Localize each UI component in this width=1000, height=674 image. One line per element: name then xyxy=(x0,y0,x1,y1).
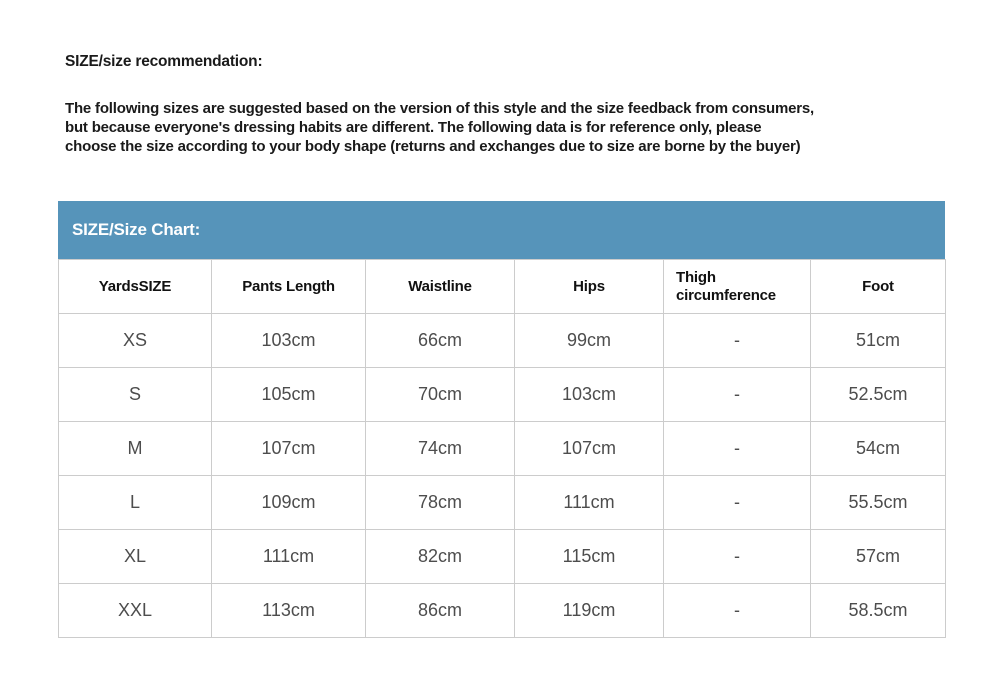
cell-waist: 86cm xyxy=(366,584,515,638)
table-row-xl xyxy=(59,530,946,584)
cell-waist: 70cm xyxy=(366,368,515,422)
cell-size: M xyxy=(59,422,212,476)
table-row-xs xyxy=(59,314,946,368)
cell-thigh: - xyxy=(664,584,811,638)
cell-thigh: - xyxy=(664,476,811,530)
cell-waist: 82cm xyxy=(366,530,515,584)
intro-paragraph xyxy=(65,99,947,156)
cell-foot: 58.5cm xyxy=(811,584,946,638)
cell-foot: 51cm xyxy=(811,314,946,368)
cell-hips: 111cm xyxy=(515,476,664,530)
table-row-s xyxy=(59,368,946,422)
cell-thigh: - xyxy=(664,314,811,368)
cell-waist: 74cm xyxy=(366,422,515,476)
cell-pants: 111cm xyxy=(212,530,366,584)
cell-size: XS xyxy=(59,314,212,368)
intro-paragraph-line-3: choose the size according to your body shape (returns and exchanges due to size are borne by the buyer) xyxy=(65,138,801,155)
size-chart-title-bar: SIZE/Size Chart: xyxy=(58,201,945,259)
cell-pants: 109cm xyxy=(212,476,366,530)
size-table xyxy=(58,259,946,638)
intro-paragraph-line-1: The following sizes are suggested based on the version of this style and the size feedback from consumers, xyxy=(65,100,814,117)
cell-pants: 107cm xyxy=(212,422,366,476)
cell-hips: 115cm xyxy=(515,530,664,584)
cell-thigh: - xyxy=(664,422,811,476)
table-row-m xyxy=(59,422,946,476)
cell-foot: 52.5cm xyxy=(811,368,946,422)
cell-size: L xyxy=(59,476,212,530)
column-header-pants-length: Pants Length xyxy=(212,260,366,314)
cell-hips: 107cm xyxy=(515,422,664,476)
column-header-hips: Hips xyxy=(515,260,664,314)
cell-size: S xyxy=(59,368,212,422)
size-chart-section xyxy=(58,201,945,638)
column-header-foot: Foot xyxy=(811,260,946,314)
cell-hips: 99cm xyxy=(515,314,664,368)
table-row-xxl xyxy=(59,584,946,638)
size-table-header-row xyxy=(59,260,946,314)
cell-size: XL xyxy=(59,530,212,584)
cell-waist: 66cm xyxy=(366,314,515,368)
column-header-yards-size: YardsSIZE xyxy=(59,260,212,314)
cell-waist: 78cm xyxy=(366,476,515,530)
column-header-waistline: Waistline xyxy=(366,260,515,314)
cell-hips: 103cm xyxy=(515,368,664,422)
cell-pants: 113cm xyxy=(212,584,366,638)
intro-title: SIZE/size recommendation: xyxy=(65,53,263,70)
cell-thigh: - xyxy=(664,530,811,584)
cell-foot: 57cm xyxy=(811,530,946,584)
cell-hips: 119cm xyxy=(515,584,664,638)
cell-pants: 103cm xyxy=(212,314,366,368)
cell-thigh: - xyxy=(664,368,811,422)
column-header-thigh-circumference: Thigh circumference xyxy=(664,260,811,314)
cell-pants: 105cm xyxy=(212,368,366,422)
cell-foot: 55.5cm xyxy=(811,476,946,530)
intro-paragraph-line-2: but because everyone's dressing habits are different. The following data is for reference only, please xyxy=(65,119,762,136)
cell-foot: 54cm xyxy=(811,422,946,476)
cell-size: XXL xyxy=(59,584,212,638)
table-row-l xyxy=(59,476,946,530)
